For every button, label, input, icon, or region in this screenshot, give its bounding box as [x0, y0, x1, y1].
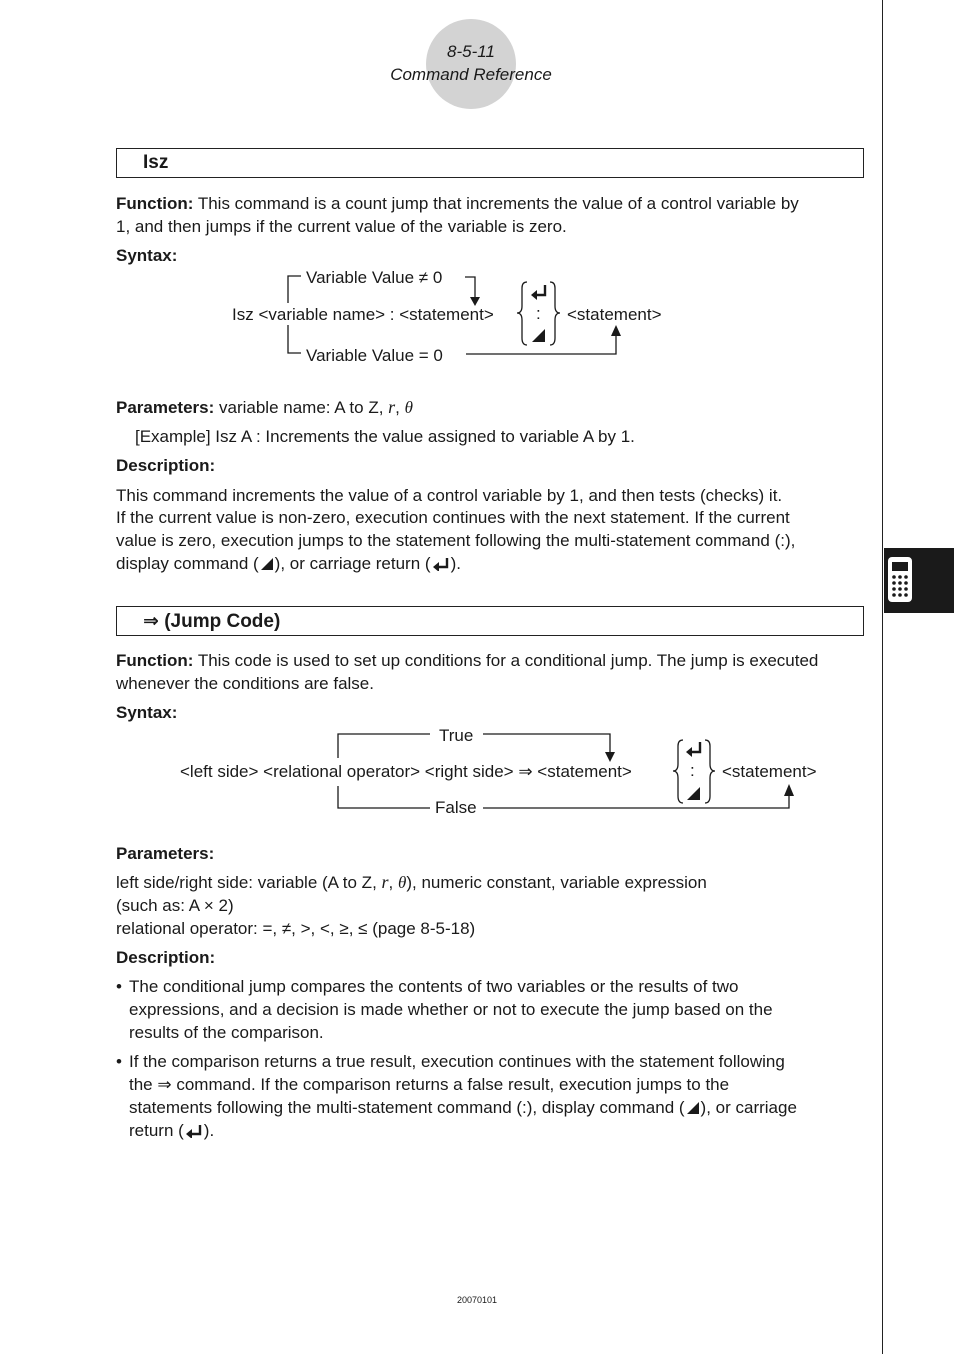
jump-function-label: Function: [116, 651, 194, 670]
jump-bullet1-line3: results of the comparison. [129, 1023, 324, 1042]
jump-return-icon [691, 742, 700, 752]
jump-true-arrow-line [483, 734, 610, 754]
jump-function-text: This code is used to set up conditions for a conditional jump. The jump is executed [193, 651, 819, 670]
jump-true-label: True [439, 726, 474, 745]
jump-display-icon [687, 787, 700, 800]
isz-param-theta: θ [404, 398, 413, 417]
jump-param-line3: relational operator: =, ≠, >, <, ≥, ≤ (page 8-5-18) [116, 919, 476, 938]
jump-bullet2-line3-b: ), or carriage [700, 1098, 797, 1117]
isz-description-line3: value is zero, execution jumps to the statement following the multi-statement command (:), [116, 531, 796, 550]
display-triangle-icon [685, 1101, 701, 1115]
jump-function-line2: whenever the conditions are false. [116, 674, 374, 693]
isz-example: [Example] Isz A : Increments the value assigned to variable A by 1. [135, 427, 635, 446]
isz-description-line2: If the current value is non-zero, execution continues with the next statement. If the current [116, 508, 790, 527]
jump-param-line1: left side/right side: variable (A to Z, r, θ), numeric constant, variable expression [116, 872, 707, 892]
isz-parameters-line: Parameters: variable name: A to Z, r, θ [116, 397, 413, 417]
isz-desc-part-c: ). [450, 554, 461, 573]
isz-desc-part-a: display command ( [116, 554, 259, 573]
bullet-dot: • [116, 1052, 122, 1071]
isz-description-label: Description: [116, 456, 216, 475]
jump-bullet2-line2: the ⇒ command. If the comparison returns a false result, execution jumps to the [129, 1075, 730, 1094]
isz-function-line2: 1, and then jumps if the current value of the variable is zero. [116, 217, 567, 236]
isz-syntax-main: Isz <variable name> : <statement> [232, 305, 494, 324]
isz-function-label: Function: [116, 194, 194, 213]
jump-param-line2: (such as: A × 2) [116, 896, 234, 915]
isz-parameters-text: variable name: A to Z, [214, 398, 389, 417]
isz-top-branch-label: Variable Value ≠ 0 [306, 268, 443, 287]
jump-false-arrow-line [483, 794, 789, 808]
jump-bullet2-line1: If the comparison returns a true result, execution continues with the statement following [129, 1052, 785, 1071]
jump-param-part-a: left side/right side: variable (A to Z, [116, 873, 382, 892]
isz-desc-part-b: ), or carriage return ( [274, 554, 431, 573]
jump-syntax-label: Syntax: [116, 703, 178, 722]
bullet-dot: • [116, 977, 122, 996]
isz-function-text: This command is a count jump that increments the value of a control variable by [193, 194, 799, 213]
jump-syntax-main: <left side> <relational operator> <right side> ⇒ <statement> [180, 762, 632, 781]
jump-bullet1-line2: expressions, and a decision is made whether or not to execute the jump based on the [129, 1000, 773, 1019]
jump-separator: : [690, 761, 695, 780]
jump-bullet2-line3 [129, 1096, 797, 1119]
jump-bullet2-line4 [129, 1119, 797, 1142]
jump-description-label: Description: [116, 948, 216, 967]
jump-param-r: r [381, 872, 389, 892]
jump-true-arrowhead [605, 752, 615, 762]
isz-after-statement: <statement> [567, 305, 662, 324]
jump-false-bracket [338, 786, 430, 808]
jump-left-brace [673, 740, 683, 803]
jump-bullet2-line4-b: ). [203, 1121, 215, 1140]
jump-bullet2-line3-a: statements following the multi-statement command (:), display command ( [129, 1098, 685, 1117]
isz-separator: : [536, 304, 541, 323]
jump-bullet1-line1: The conditional jump compares the contents of two variables or the results of two [129, 977, 739, 996]
jump-false-arrowhead [784, 784, 794, 796]
jump-right-brace [705, 740, 715, 803]
return-arrow-icon [184, 1124, 204, 1138]
isz-description-line1: This command increments the value of a control variable by 1, and then tests (checks) it. [116, 486, 783, 505]
jump-param-theta: θ [397, 873, 407, 892]
jump-parameters-label: Parameters: [116, 844, 215, 863]
isz-param-r: r [388, 397, 396, 417]
page-number: 8-5-11 [447, 42, 495, 61]
isz-syntax-label: Syntax: [116, 246, 178, 265]
jump-bullet2-line4-a: return ( [129, 1121, 184, 1140]
jump-return-arrowhead [686, 747, 692, 757]
jump-true-bracket [338, 734, 430, 758]
isz-parameters-label: Parameters: [116, 398, 215, 417]
chapter-title: Command Reference [390, 65, 552, 84]
jump-false-label: False [435, 798, 477, 817]
isz-title: Isz [143, 152, 169, 173]
jump-param-part-b: ), numeric constant, variable expression [406, 873, 707, 892]
jump-after-statement: <statement> [722, 762, 817, 781]
isz-bottom-branch-label: Variable Value = 0 [306, 346, 443, 365]
footer-code: 20070101 [456, 1295, 498, 1305]
jump-title: ⇒ (Jump Code) [143, 611, 281, 632]
